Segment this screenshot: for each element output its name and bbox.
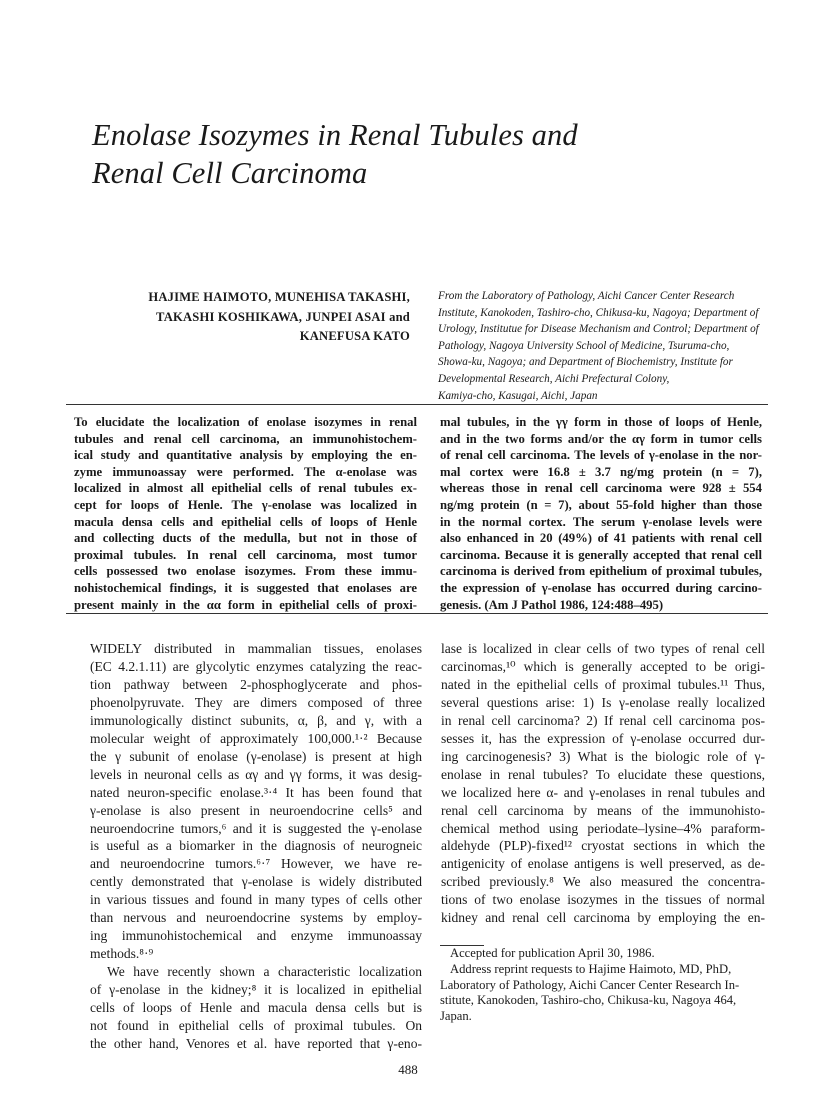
body-right-column xyxy=(441,640,765,927)
abstract-line: proximal tubules. In renal cell carcinoma, most tumor xyxy=(74,547,417,562)
body-line: molecular weight of approximately 100,000.¹·² Because xyxy=(90,730,422,746)
author-line: KANEFUSA KATO xyxy=(299,329,410,343)
title-line: Renal Cell Carcinoma xyxy=(92,156,368,190)
abstract-line: tubules and renal cell carcinoma, an immunohistochem- xyxy=(74,431,417,446)
abstract-left-column xyxy=(74,414,417,613)
footnote-line: stitute, Kanokoden, Tashiro-cho, Chikusa-ku, Nagoya 464, xyxy=(440,993,737,1008)
title-line: Enolase Isozymes in Renal Tubules and xyxy=(92,118,578,152)
footnote xyxy=(440,946,768,1025)
abstract-line: of renal cell carcinoma. The levels of γ-enolase in the nor- xyxy=(440,448,762,463)
affiliation-line: Urology, Institutue for Disease Mechanism and Control; Department of xyxy=(438,323,759,336)
body-line: nated in the epithelial cells of proximal tubules.¹¹ Thus, xyxy=(441,676,765,692)
body-line: not found in epithelial cells of proximal tubules. On xyxy=(90,1018,422,1034)
body-line: renal cell carcinoma by means of the immunohisto- xyxy=(441,802,765,818)
page-number: 488 xyxy=(398,1062,418,1077)
abstract-line: macula densa cells and epithelial cells of loops of Henle xyxy=(74,514,417,529)
abstract-line: cells possessed two enolase isozymes. From these immu- xyxy=(74,564,417,579)
body-line: γ-enolase is also present in neuroendocrine cells⁵ and xyxy=(90,802,422,818)
body-line: enolase in renal tubules? To elucidate these questions, xyxy=(441,766,765,782)
body-line: the γ subunit of enolase (γ-enolase) is present at high xyxy=(90,748,422,764)
abstract-line: whereas those in renal cell carcinoma were 928 ± 554 xyxy=(440,481,762,496)
affiliation-line: Developmental Research, Aichi Prefectural Colony, xyxy=(438,372,670,385)
footnote-line: Accepted for publication April 30, 1986. xyxy=(450,946,655,960)
abstract-line: mal cortex were 16.8 ± 3.7 ng/mg protein (n = 7), xyxy=(440,464,762,479)
affiliation-line: Institute, Kanokoden, Tashiro-cho, Chikusa-ku, Nagoya; Department of xyxy=(438,306,759,319)
abstract-line: present mainly in the αα form in epithelial cells of proxi- xyxy=(74,597,417,612)
body-line: phoenolpyruvate. They are dimers composed of three xyxy=(90,694,422,710)
body-line: than nervous and neuroendocrine systems by employ- xyxy=(90,910,422,926)
body-line: chemical method using periodate–lysine–4% paraform- xyxy=(441,820,765,836)
body-line: tions of two enolase isozymes in the tissues of normal xyxy=(441,892,765,908)
affiliation-line: Pathology, Nagoya University School of Medicine, Tsuruma-cho, xyxy=(438,339,730,352)
body-line: carcinomas,¹⁰ which is generally accepted to be origi- xyxy=(441,658,765,674)
affiliation-line: Kamiya-cho, Kasugai, Aichi, Japan xyxy=(438,389,598,402)
abstract-line: carcinoma is derived from epithelium of proximal tubules, xyxy=(440,564,762,579)
footnote-line: Laboratory of Pathology, Aichi Cancer Center Research In- xyxy=(440,977,740,992)
author-line: HAJIME HAIMOTO, MUNEHISA TAKASHI, xyxy=(148,290,410,304)
body-line: immunologically distinct subunits, α, β, and γ, with a xyxy=(90,712,422,728)
abstract-line: nohistochemical findings, it is suggested that enolases are xyxy=(74,580,417,595)
body-line: the other hand, Venores et al. have reported that γ-eno- xyxy=(90,1035,422,1051)
body-line: of γ-enolase in the kidney;⁸ it is localized in epithelial xyxy=(90,982,422,998)
body-line: scribed previously.⁸ We also measured the concentra- xyxy=(441,874,765,890)
abstract-line: the expression of γ-enolase has occurred during carcino- xyxy=(440,580,762,595)
body-line: and neuroendocrine tumors.⁶·⁷ However, we have re- xyxy=(90,856,422,872)
abstract-line: and in the two forms and/or the αγ form in tumor cells xyxy=(440,431,762,446)
body-line: tion pathway between 2-phosphoglycerate and phos- xyxy=(90,676,422,692)
body-line: ing carcinogenesis? 3) What is the biologic role of γ- xyxy=(441,748,765,764)
footnote-line: Japan. xyxy=(440,1009,472,1024)
body-line: sesses it, has the expression of γ-enolase occurred dur- xyxy=(441,730,765,746)
affiliation-line: Showa-ku, Nagoya; and Department of Biochemistry, Institute for xyxy=(438,356,733,369)
body-line: aldehyde (PLP)-fixed¹² cryostat sections in which the xyxy=(441,838,765,854)
body-line: in various tissues and found in many types of cells other xyxy=(90,892,422,908)
body-line: ing immunohistochemical and enzyme immunoassay xyxy=(90,928,422,944)
article-title xyxy=(92,116,652,192)
abstract-line: and collecting ducts of the medulla, but not in those of xyxy=(74,531,417,546)
body-line: methods.⁸·⁹ xyxy=(90,946,154,962)
abstract-bottom-rule xyxy=(66,613,768,614)
abstract-right-column xyxy=(440,414,762,613)
body-line: is useful as a biomarker in the diagnosis of neurogneic xyxy=(90,838,422,854)
body-line: kidney and renal cell carcinoma by employing the en- xyxy=(441,910,765,926)
body-line: cells of loops of Henle and macula densa cells but is xyxy=(90,1000,422,1016)
abstract-line: in the normal cortex. The serum γ-enolase levels were xyxy=(440,514,762,529)
abstract-line: zyme immunoassay were performed. The α-enolase was xyxy=(74,464,417,479)
abstract-line: also enhanced in 20 (49%) of 41 patients with renal cell xyxy=(440,531,762,546)
body-line: in renal cell carcinoma? 2) If renal cell carcinoma pos- xyxy=(441,712,765,728)
abstract-line: mal tubules, in the γγ form in those of loops of Henle, xyxy=(440,415,762,429)
affiliation xyxy=(438,288,768,404)
body-line: several questions arise: 1) Is γ-enolase really localized xyxy=(441,694,765,710)
body-line: cently demonstrated that γ-enolase is widely distributed xyxy=(90,874,422,890)
abstract-line: genesis. (Am J Pathol 1986, 124:488–495) xyxy=(440,597,664,612)
body-line: neuroendocrine tumors,⁶ and it is suggested the γ-enolase xyxy=(90,820,422,836)
abstract-top-rule xyxy=(66,404,768,405)
abstract-line: ical study and quantitative analysis by employing the en- xyxy=(74,448,417,463)
body-line: nated neuron-specific enolase.³·⁴ It has been found that xyxy=(90,784,422,800)
abstract-line: cept for loops of Henle. The γ-enolase was localized in xyxy=(74,497,417,512)
body-line: lase is localized in clear cells of two types of renal cell xyxy=(441,641,765,656)
body-line: (EC 4.2.1.11) are glycolytic enzymes catalyzing the reac- xyxy=(90,658,422,674)
body-line: WIDELY distributed in mammalian tissues, enolases xyxy=(90,641,422,656)
body-line: we localized here α- and γ-enolases in renal tubules and xyxy=(441,784,765,800)
body-line: We have recently shown a characteristic localization xyxy=(107,964,422,980)
body-left-column xyxy=(90,640,422,1053)
abstract-line: carcinoma. Because it is generally accepted that renal cell xyxy=(440,547,762,562)
footnote-line: Address reprint requests to Hajime Haimoto, MD, PhD, xyxy=(450,961,732,976)
author-list xyxy=(148,288,410,347)
body-line: levels in neuronal cells as αγ and γγ forms, it was desig- xyxy=(90,766,422,782)
body-line: antigenicity of enolase antigens is well preserved, as de- xyxy=(441,856,765,872)
abstract-line: ng/mg protein (n = 7), about 55-fold higher than those xyxy=(440,497,762,512)
abstract-line: To elucidate the localization of enolase isozymes in renal xyxy=(74,415,417,429)
abstract-line: localized in almost all epithelial cells of renal tubules ex- xyxy=(74,481,417,496)
author-line: TAKASHI KOSHIKAWA, JUNPEI ASAI and xyxy=(156,309,410,324)
affiliation-line: From the Laboratory of Pathology, Aichi Cancer Center Research xyxy=(438,290,735,302)
